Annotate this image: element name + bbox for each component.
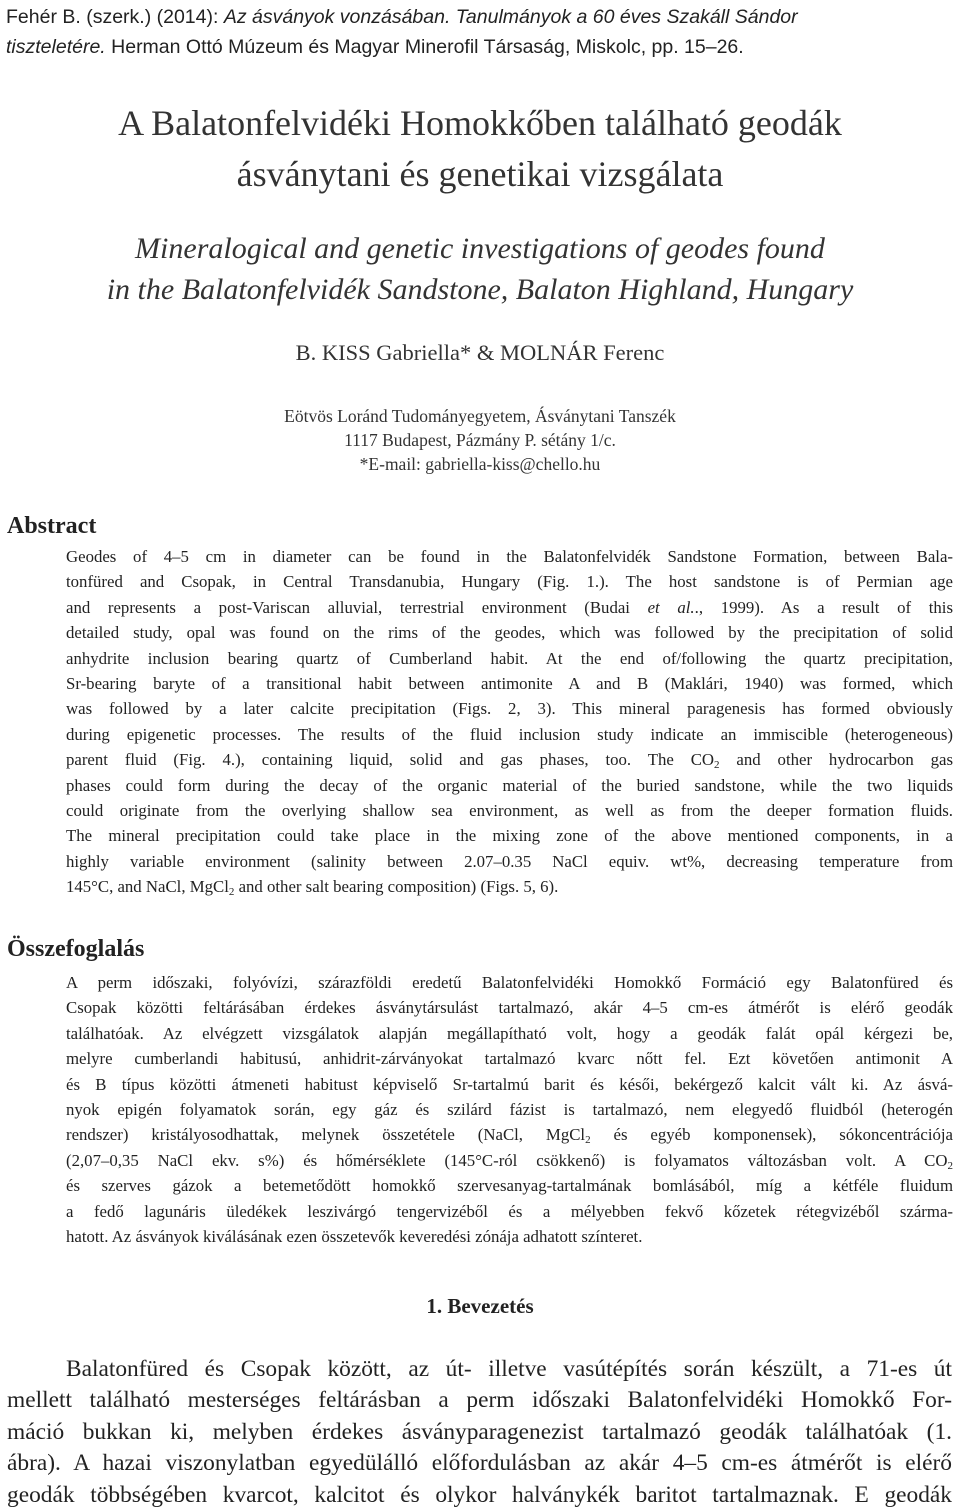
- abstract-line: was followed by a later calcite precipitation (Figs. 2, 3). This mineral paragenesis has formed obviously: [66, 699, 953, 719]
- abstract-line: Geodes of 4–5 cm in diameter can be found in the Balatonfelvidék Sandstone Formation, between Bala-: [66, 547, 953, 566]
- affiliation: [0, 404, 960, 476]
- summary-line: a fedő lagunáris üledékek leszivárgó tengervizéből és a mélyebben fekvő kőzetek rétegvizéből szárma-: [66, 1201, 953, 1221]
- summary-heading: Összefoglalás: [7, 936, 145, 962]
- intro-line: mellett található mesterséges feltárásban a perm időszaki Balatonfelvidéki Homokkő For-: [7, 1387, 952, 1414]
- abstract-line: parent fluid (Fig. 4.), containing liquid, solid and gas phases, too. The $CO_2$ and other hydrocarbon gas: [66, 750, 954, 772]
- summary-line: melyre cumberlandi habitusú, anhidrit-zárványokat tartalmazó kvarc nőtt fel. Ezt követően antimonit A: [66, 1049, 953, 1069]
- english-title: [0, 228, 960, 310]
- abstract-line: phases could form during the decay of the organic material of the buried sandstone, while the two liquids: [66, 775, 953, 795]
- summary-body: [66, 970, 953, 1249]
- section-heading: 1. Bevezetés: [426, 1294, 534, 1318]
- intro-line: Balatonfüred és Csopak között, az út- illetve vasútépítés során készült, a 71-es út: [66, 1356, 952, 1382]
- summary-line: és szerves gázok a betemetődött homokkő szervesanyag-tartalmának bomlásából, míg a kétféle fluidum: [66, 1176, 953, 1196]
- abstract-line: and represents a post-Variscan alluvial, terrestrial environment (Budai et al.., 1999). As a result of this: [66, 597, 954, 617]
- abstract-line: detailed study, opal was found on the rims of the geodes, which was followed by the precipitation of solid: [66, 623, 953, 643]
- abstract-body: [66, 544, 953, 900]
- abstract-line: during epigenetic processes. The results of the fluid inclusion study indicate an immiscible (heterogeneous): [66, 724, 953, 744]
- abstract-line: The mineral precipitation could take place in the mixing zone of the above mentioned components, in a: [66, 826, 953, 846]
- summary-line: (2,07–0,35 NaCl ekv. s%) és hőmérséklete (145°C-ról csökkenő) is folyamatos változásban volt. A $CO_2$: [66, 1150, 953, 1172]
- summary-line: hatott. Az ásványok kiválásának ezen összetevők keveredési zónája adhatott színteret.: [66, 1227, 643, 1247]
- citation: [6, 2, 926, 62]
- paper-title: [0, 98, 960, 200]
- abstract-line: tonfüred and Csopak, in Central Transdanubia, Hungary (Fig. 1.). The host sandstone is of Permian age: [66, 572, 953, 592]
- title-line: A Balatonfelvidéki Homokkőben található geodák: [118, 103, 842, 143]
- summary-line: és B típus közötti átmeneti habitust képviselő Sr-tartalmú barit és késői, bekérgező kalcit vált ki. Az ásvá-: [66, 1074, 953, 1094]
- affiliation-line: Eötvös Loránd Tudományegyetem, Ásványtani Tanszék: [284, 406, 676, 426]
- summary-line: nyok epigén folyamatok során, egy gáz és szilárd fázist is tartalmazó, nem elegyedő fluidból (heterogén: [66, 1100, 953, 1120]
- abstract-heading: Abstract: [7, 513, 97, 539]
- abstract-line: could originate from the overlying shallow sea environment, as well as from the deeper formation fluids.: [66, 801, 953, 821]
- summary-line: rendszer) kristályosodhattak, melynek összetétele (NaCl, MgCl$_2$ és egyéb komponensek), sókoncentrációja: [66, 1125, 953, 1147]
- intro-line: máció bukkan ki, melyben érdekes ásványparagenezist tartalmazó geodák találhatóak (1.: [7, 1418, 952, 1445]
- summary-line: találhatóak. Az elvégzett vizsgálatok alapján megállapítható volt, hogy a geodák falát opál kérgezi be,: [66, 1023, 953, 1043]
- abstract-line: highly variable environment (salinity between 2.07–0.35 NaCl equiv. wt%, decreasing temperature from: [66, 851, 953, 871]
- english-title-line: Mineralogical and genetic investigations of geodes found: [135, 232, 825, 265]
- summary-line: Csopak közötti feltárásában érdekes ásványtársulást tartalmazó, akár 4–5 cm-es átmérőt is elérő geodák: [66, 998, 953, 1018]
- citation-line-1: Fehér B. (szerk.) (2014): Az ásványok vonzásában. Tanulmányok a 60 éves Szakáll Sándor: [6, 6, 798, 28]
- affiliation-line: 1117 Budapest, Pázmány P. sétány 1/c.: [344, 430, 616, 450]
- english-title-line: in the Balatonfelvidék Sandstone, Balaton Highland, Hungary: [106, 273, 854, 306]
- email-line: *E-mail: gabriella-kiss@chello.hu: [359, 454, 601, 474]
- abstract-line: anhydrite inclusion bearing quartz of Cumberland habit. At the end of/following the quartz precipitation,: [66, 648, 953, 668]
- intro-line: ábra). A hazai viszonylatban egyedülálló előfordulásban az akár 4–5 cm-es átmérőt is elérő: [7, 1450, 952, 1477]
- abstract-line: Sr-bearing baryte of a transitional habit between antimonite A and B (Maklári, 1940) was formed, which: [66, 674, 953, 694]
- title-line: ásványtani és genetikai vizsgálata: [236, 154, 724, 194]
- authors: B. KISS Gabriella* & MOLNÁR Ferenc: [295, 340, 665, 365]
- abstract-line: 145°C, and NaCl, MgCl$_2$ and other salt bearing composition) (Figs. 5, 6).: [66, 877, 559, 899]
- citation-line-2: tiszteletére. Herman Ottó Múzeum és Magyar Minerofil Társaság, Miskolc, pp. 15–26.: [6, 36, 744, 58]
- intro-body: [7, 1354, 952, 1511]
- summary-line: A perm időszaki, folyóvízi, szárazföldi eredetű Balatonfelvidéki Homokkő Formáció egy Balatonfüred és: [66, 973, 953, 992]
- intro-line: geodák többségében kvarcot, kalcitot és olykor halványkék baritot tartalmaznak. E geodák: [7, 1481, 952, 1508]
